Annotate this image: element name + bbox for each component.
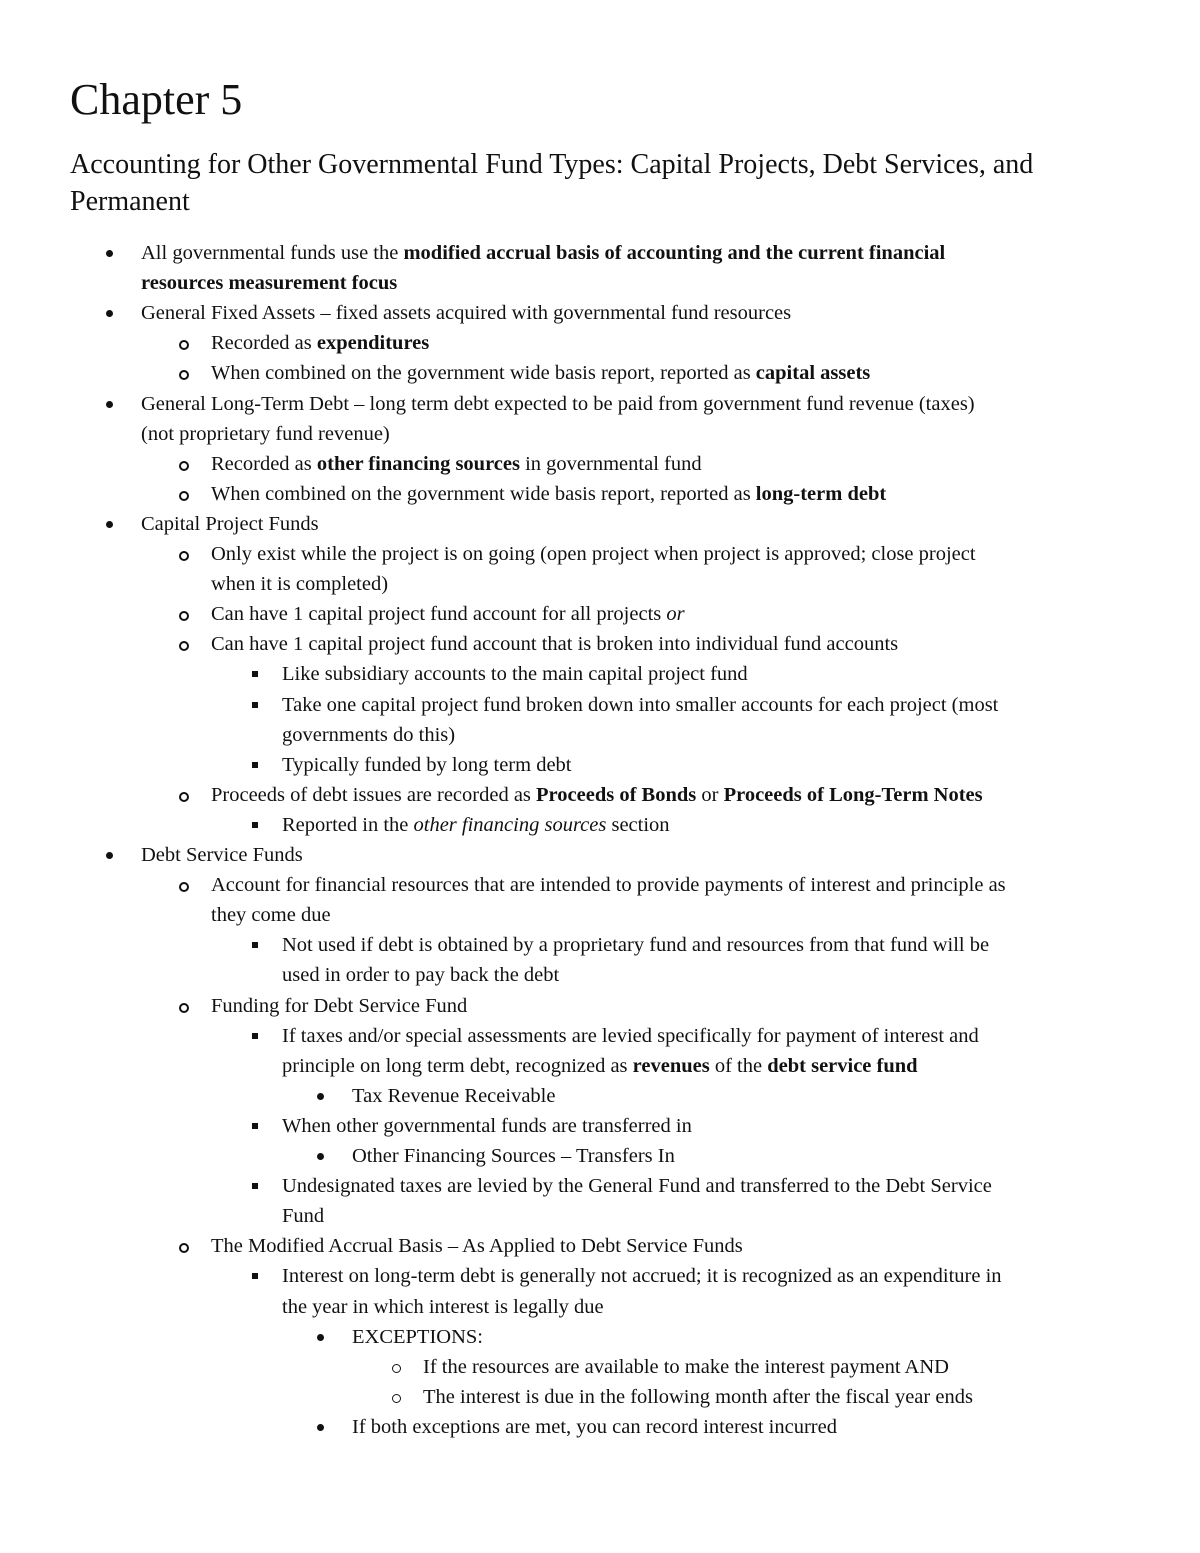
list-item — [141, 389, 975, 419]
text-run: Only exist while the project is on going (open project when project is approved; close project — [211, 543, 976, 565]
text-run: Not used if debt is obtained by a proprietary fund and resources from that fund will be — [282, 934, 990, 957]
text-run: The Modified Accrual Basis – As Applied to Debt Service Funds — [211, 1235, 743, 1258]
bullet-dot-icon — [317, 1334, 324, 1341]
text-run: Fund — [282, 1205, 325, 1228]
list-item — [282, 1261, 1002, 1291]
bullet-circle-icon — [179, 340, 189, 350]
text-run: Other Financing Sources – Transfers In — [352, 1145, 675, 1167]
list-item — [282, 1021, 979, 1051]
text-run: All governmental funds use the — [141, 242, 404, 264]
list-item — [352, 1322, 483, 1352]
bold-term: Proceeds of Long-Term Notes — [723, 783, 983, 806]
text-run: or — [696, 783, 724, 806]
text-run: used in order to pay back the debt — [282, 964, 560, 987]
list-item — [282, 750, 571, 780]
list-item — [211, 1231, 743, 1261]
list-item-continuation — [141, 268, 397, 298]
text-run: Recorded as — [211, 332, 317, 355]
text-run: Can have 1 capital project fund account for all projects — [211, 603, 667, 626]
bullet-square-icon — [252, 762, 258, 768]
list-item — [211, 991, 467, 1021]
bullet-circle-icon — [179, 1243, 189, 1253]
text-run: Interest on long-term debt is generally not accrued; it is recognized as an expenditure in — [282, 1265, 1002, 1288]
bullet-circle-icon — [179, 370, 189, 380]
bullet-dot-icon — [106, 310, 113, 317]
list-item-continuation — [282, 960, 559, 990]
list-item — [211, 328, 429, 358]
bullet-circle-icon — [179, 882, 189, 892]
text-run: If the resources are available to make the interest payment AND — [423, 1355, 949, 1378]
text-run: they come due — [211, 904, 331, 927]
bullet-circle-icon — [179, 461, 189, 471]
bullet-circle-icon — [179, 1003, 189, 1013]
text-run: Funding for Debt Service Fund — [211, 994, 468, 1017]
list-item — [282, 930, 989, 960]
bullet-square-icon — [252, 1273, 258, 1279]
bullet-circle-icon — [179, 792, 189, 802]
text-run: Recorded as — [211, 452, 317, 475]
bold-term: expenditures — [316, 332, 430, 355]
list-item — [211, 539, 976, 569]
text-run: principle on long term debt, recognized as — [282, 1054, 633, 1077]
list-item — [423, 1382, 973, 1412]
list-item — [211, 870, 1006, 900]
list-item — [352, 1412, 837, 1442]
list-item — [141, 840, 303, 870]
text-run: Capital Project Funds — [141, 512, 319, 535]
bullet-square-icon — [252, 702, 258, 708]
bold-term: resources measurement focus — [141, 272, 398, 295]
list-item — [423, 1352, 949, 1382]
bullet-dot-icon — [317, 1093, 324, 1100]
list-item-continuation — [282, 1292, 604, 1322]
list-item — [211, 780, 983, 810]
text-run: General Fixed Assets – fixed assets acquired with governmental fund resources — [141, 302, 792, 325]
list-item-continuation — [282, 1201, 324, 1231]
list-item — [141, 298, 791, 328]
text-run: When other governmental funds are transferred in — [282, 1114, 692, 1137]
list-item-continuation — [282, 720, 455, 750]
bullet-dot-icon — [106, 521, 113, 528]
text-run: The interest is due in the following month after the fiscal year ends — [423, 1385, 973, 1408]
text-run: If both exceptions are met, you can record interest incurred — [352, 1415, 837, 1438]
bullet-dot-icon — [106, 250, 113, 257]
list-item — [352, 1141, 675, 1171]
italic-term: other financing sources — [413, 813, 607, 836]
list-item — [282, 1111, 692, 1141]
bullet-dot-icon — [106, 852, 113, 859]
chapter-title: Chapter 5 — [70, 75, 243, 124]
text-run: of the — [709, 1054, 768, 1077]
list-item — [352, 1081, 555, 1111]
text-run: governments do this) — [282, 723, 456, 746]
text-run: Take one capital project fund broken down into smaller accounts for each project (most — [282, 693, 999, 716]
bullet-dot-icon — [317, 1424, 324, 1431]
list-item — [141, 509, 319, 539]
text-run: Like subsidiary accounts to the main capital project fund — [282, 663, 748, 686]
bullet-circle-icon — [179, 491, 189, 501]
list-item — [282, 1171, 992, 1201]
bold-term: other financing sources — [316, 452, 520, 475]
bold-term: Proceeds of Bonds — [536, 783, 697, 806]
bullet-dot-icon — [317, 1153, 324, 1160]
text-run: Reported in the — [282, 813, 414, 836]
list-item-continuation — [211, 569, 388, 599]
list-item — [211, 358, 870, 388]
list-item-continuation — [282, 1051, 918, 1081]
chapter-subtitle: Accounting for Other Governmental Fund Types: Capital Projects, Debt Services, and Permanent — [70, 149, 1034, 217]
bullet-circle-icon — [179, 551, 189, 561]
list-item — [282, 659, 748, 689]
bold-term: long-term debt — [755, 482, 887, 505]
list-item — [282, 810, 670, 840]
bullet-open-circle-icon — [392, 1364, 401, 1373]
text-run: when it is completed) — [211, 573, 389, 596]
bullet-square-icon — [252, 1123, 258, 1129]
bullet-circle-icon — [179, 641, 189, 651]
text-run: the year in which interest is legally due — [282, 1295, 604, 1318]
bullet-square-icon — [252, 942, 258, 948]
bold-term: modified accrual basis of accounting and the current financial — [403, 242, 946, 264]
text-run: section — [606, 813, 670, 836]
text-run: in governmental fund — [519, 452, 702, 475]
text-run: Account for financial resources that are intended to provide payments of interest and principle as — [211, 874, 1006, 897]
list-item — [211, 629, 898, 659]
bullet-circle-icon — [179, 611, 189, 621]
text-run: Undesignated taxes are levied by the General Fund and transferred to the Debt Service — [282, 1175, 992, 1198]
bold-term: revenues — [632, 1054, 710, 1077]
text-run: When combined on the government wide basis report, reported as — [211, 362, 756, 385]
bold-term: debt service fund — [767, 1054, 918, 1077]
bullet-square-icon — [252, 1033, 258, 1039]
text-run: Proceeds of debt issues are recorded as — [211, 783, 537, 806]
text-run: If taxes and/or special assessments are levied specifically for payment of interest and — [282, 1024, 979, 1047]
text-run: Debt Service Funds — [141, 844, 303, 866]
bold-term: capital assets — [755, 362, 871, 385]
bullet-square-icon — [252, 671, 258, 677]
text-run: Typically funded by long term debt — [282, 753, 572, 776]
list-item-continuation — [211, 900, 331, 930]
list-item — [211, 599, 685, 629]
list-item — [282, 690, 998, 720]
bullet-open-circle-icon — [392, 1394, 401, 1403]
list-item-continuation — [141, 419, 390, 449]
bullet-square-icon — [252, 1183, 258, 1189]
text-run: (not proprietary fund revenue) — [141, 422, 390, 445]
italic-term: or — [666, 603, 685, 626]
bullet-square-icon — [252, 822, 258, 828]
text-run: When combined on the government wide basis report, reported as — [211, 482, 756, 505]
list-item — [141, 238, 945, 268]
text-run: Can have 1 capital project fund account that is broken into individual fund accounts — [211, 633, 899, 656]
text-run: EXCEPTIONS: — [352, 1325, 483, 1348]
text-run: Tax Revenue Receivable — [352, 1084, 556, 1107]
list-item — [211, 449, 702, 479]
text-run: General Long-Term Debt – long term debt expected to be paid from government fund revenue (taxes) — [141, 392, 975, 415]
list-item — [211, 479, 886, 509]
bullet-dot-icon — [106, 401, 113, 408]
